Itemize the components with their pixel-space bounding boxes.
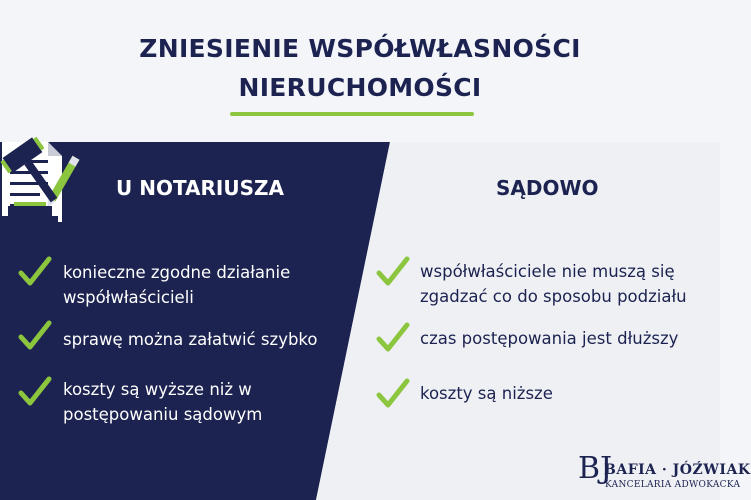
- logo-subtitle: KANCELARIA ADWOKACKA: [605, 480, 741, 490]
- list-item-text-line-1: sprawę można załatwić szybko: [63, 330, 318, 349]
- check-icon: [376, 378, 410, 410]
- right-column-heading: SĄDOWO: [496, 176, 599, 200]
- list-item-text-line-1: konieczne zgodne działanie: [63, 263, 291, 282]
- left-column-heading: U NOTARIUSZA: [116, 176, 284, 200]
- logo-mark: BJ: [578, 451, 613, 486]
- list-item-text-line-2: zgadzać co do sposobu podziału: [420, 287, 687, 306]
- check-icon: [18, 376, 52, 408]
- title-underline: [230, 112, 474, 116]
- check-icon: [18, 256, 52, 288]
- firm-logo: [578, 444, 751, 500]
- list-item-text-line-1: koszty są niższe: [420, 384, 553, 403]
- list-item-text-line-1: koszty są wyższe niż w: [63, 380, 252, 399]
- page-title-line-1: ZNIESIENIE WSPÓŁWŁASNOŚCI: [139, 34, 581, 63]
- list-item-text-line-2: postępowaniu sądowym: [63, 405, 263, 424]
- list-item-text-line-2: współwłaścicieli: [63, 288, 194, 307]
- check-icon: [376, 256, 410, 288]
- page-title-line-2: NIERUCHOMOŚCI: [238, 73, 482, 102]
- gavel-icon: [0, 142, 90, 226]
- list-item-text-line-1: czas postępowania jest dłuższy: [420, 329, 679, 348]
- check-icon: [18, 320, 52, 352]
- header: [0, 0, 720, 142]
- check-icon: [376, 322, 410, 354]
- list-item-text-line-1: współwłaściciele nie muszą się: [420, 262, 675, 281]
- logo-name: BAFIA · JÓŹWIAK: [604, 462, 751, 478]
